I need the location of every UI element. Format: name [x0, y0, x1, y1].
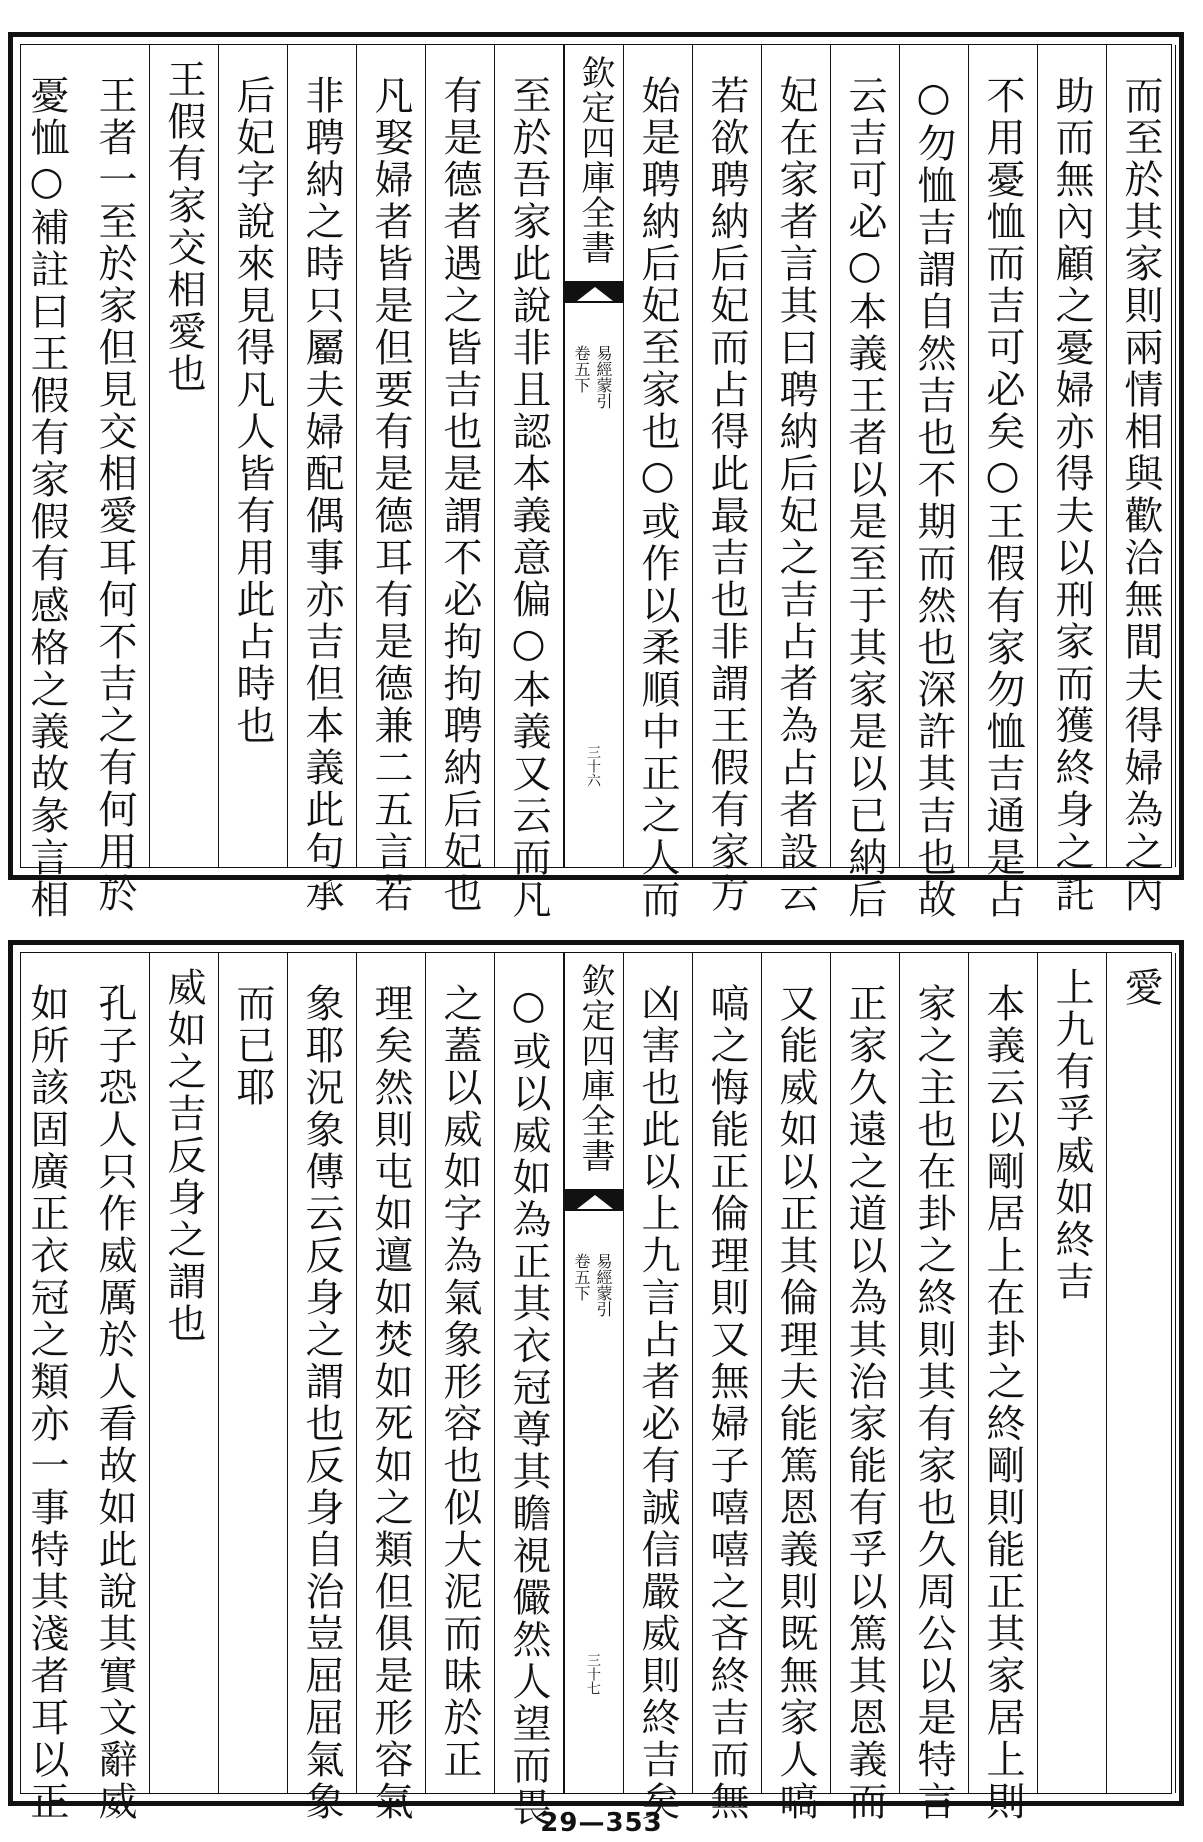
fishtail-mark [565, 281, 623, 303]
series-title: 欽定四庫全書 [575, 963, 615, 1173]
text-column: 妃在家者言其曰聘納后妃之吉占者為占者設云 [762, 45, 831, 867]
text-column: 始是聘納后妃至家也○或作以柔順中正之人而 [624, 45, 693, 867]
volume-label: 卷五下 [572, 345, 591, 393]
text-column: 孔子恐人只作威厲於人看故如此說其實文辭威 [81, 953, 150, 1793]
text-column: 凡娶婦者皆是但要有是德耳有是德兼二五言若 [357, 45, 426, 867]
text-column: 愛 [1107, 953, 1176, 1793]
leaf-number: 三十七 [585, 1653, 601, 1695]
text-column: 凶害也此以上九言占者必有誠信嚴威則終吉矣 [624, 953, 693, 1793]
text-column: 象耶況象傳云反身之謂也反身自治豈屈屈氣象 [288, 953, 357, 1793]
center-gutter [564, 953, 624, 1793]
book-title: 易經蒙引 [594, 345, 613, 409]
page-number: 29—353 [540, 1808, 663, 1838]
book-title: 易經蒙引 [594, 1253, 613, 1317]
text-column: 之蓋以威如字為氣象形容也似大泥而昧於正 [426, 953, 495, 1793]
text-column: 不用憂恤而吉可必矣○王假有家勿恤吉通是占 [969, 45, 1038, 867]
center-gutter [564, 45, 624, 867]
text-column: 若欲聘納后妃而占得此最吉也非謂王假有家方 [693, 45, 762, 867]
text-column: 如所該固廣正衣冠之類亦一事特其淺者耳以正 [24, 983, 69, 1823]
text-column: 助而無內顧之憂婦亦得夫以刑家而獲終身之託 [1038, 45, 1107, 867]
text-column: 憂恤○補註曰王假有家假有感格之義故彖言相 [24, 75, 69, 921]
text-column: 而至於其家則兩情相與歡洽無間夫得婦為之內 [1107, 45, 1176, 867]
text-column: 非聘納之時只屬夫婦配偶事亦吉但本義此句承 [288, 45, 357, 867]
text-column: 家之主也在卦之終則其有家也久周公以是特言 [900, 953, 969, 1793]
text-column-heading: 上九有孚威如終吉 [1038, 953, 1107, 1793]
fishtail-mark [565, 1189, 623, 1211]
text-column: 后妃字說來見得凡人皆有用此占時也 [219, 45, 288, 867]
page-leaf-36 [8, 32, 1184, 921]
series-title: 欽定四庫全書 [575, 55, 615, 265]
volume-label: 卷五下 [572, 1253, 591, 1301]
text-column: 嗃之悔能正倫理則又無婦子嘻嘻之吝終吉而無 [693, 953, 762, 1793]
text-column-heading: 威如之吉反身之謂也 [150, 953, 219, 1793]
text-column: 理矣然則屯如邅如焚如死如之類但俱是形容氣 [357, 953, 426, 1793]
leaf-number: 三十六 [585, 745, 601, 787]
text-column: 云吉可必○本義王者以是至于其家是以已納后 [831, 45, 900, 867]
text-column: 本義云以剛居上在卦之終剛則能正其家居上則 [969, 953, 1038, 1793]
text-column: 有是德者遇之皆吉也是謂不必拘拘聘納后妃也 [426, 45, 495, 867]
text-column: 正家久遠之道以為其治家能有孚以篤其恩義而 [831, 953, 900, 1793]
page-frame [20, 44, 1172, 921]
text-column: 王者一至於家但見交相愛耳何不吉之有何用於 [81, 45, 150, 867]
text-column: 而已耶 [219, 953, 288, 1793]
text-column: ○或以威如為正其衣冠尊其瞻視儼然人望而畏 [495, 953, 564, 1793]
text-column-heading: 王假有家交相愛也 [150, 45, 219, 867]
text-column: 又能威如以正其倫理夫能篤恩義則既無家人嗃 [762, 953, 831, 1793]
text-column: 至於吾家此說非且認本義意偏○本義又云而凡 [495, 45, 564, 867]
text-column: ○勿恤吉謂自然吉也不期而然也深許其吉也故 [900, 45, 969, 867]
